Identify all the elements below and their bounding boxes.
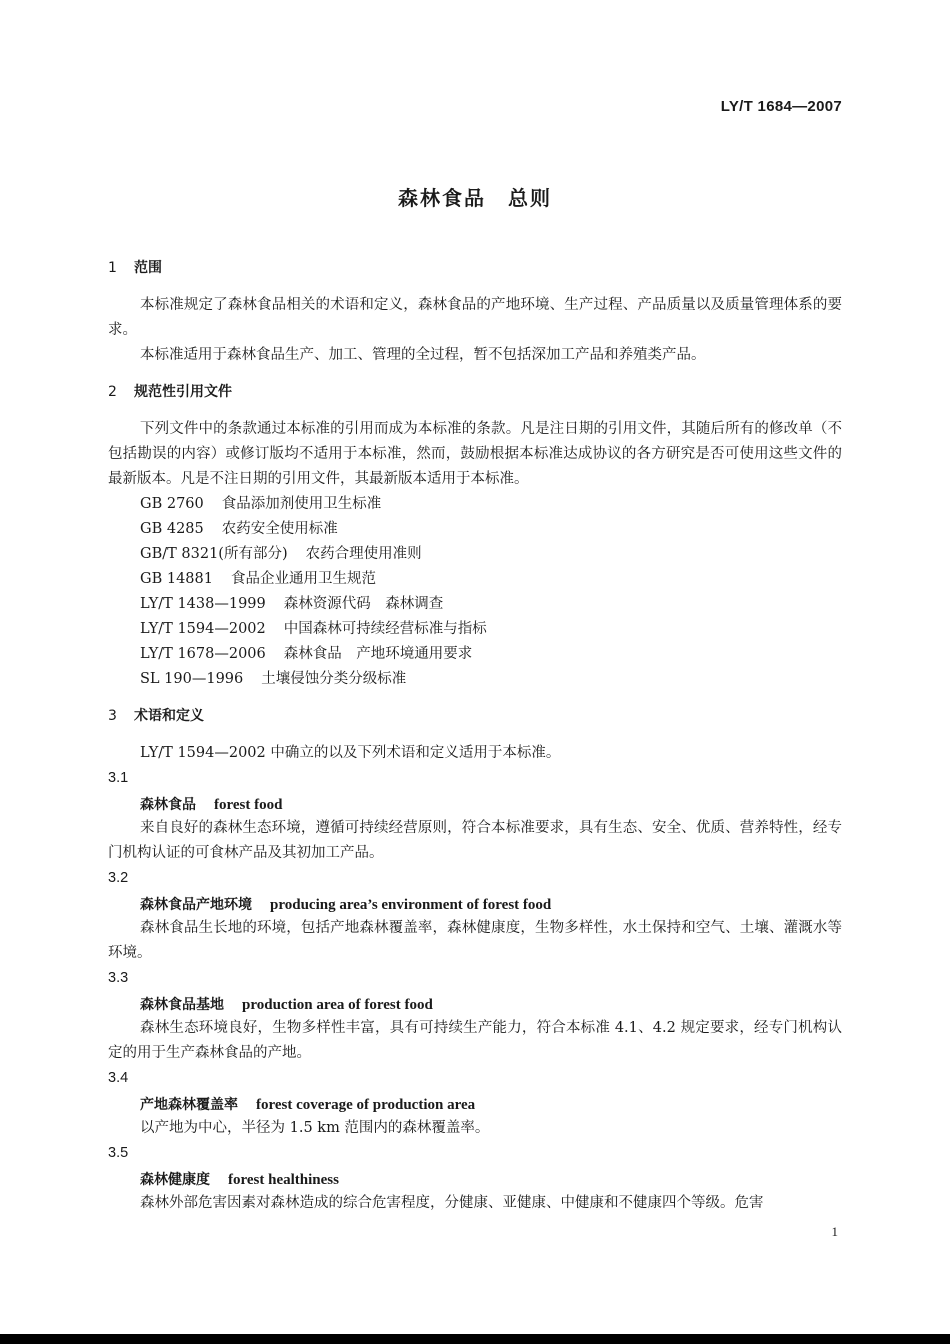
term-name-zh: 森林食品产地环境 (140, 897, 252, 913)
reference-name: 农药合理使用准则 (305, 546, 422, 562)
term-definition: 森林生态环境良好，生物多样性丰富，具有可持续生产能力，符合本标准 4.1、4.2 规定要求，经专门机构认定的用于生产森林食品的产地。 (108, 1020, 842, 1061)
reference-list (108, 492, 842, 692)
reference-name: 食品添加剂使用卫生标准 (221, 496, 382, 512)
reference-item (108, 492, 842, 517)
term-name-en: forest healthiness (228, 1172, 339, 1188)
reference-code: LY/T 1594—2002 (140, 621, 266, 637)
term-name-en: producing area’s environment of forest food (270, 897, 552, 913)
reference-name: 食品企业通用卫生规范 (230, 571, 376, 587)
term-heading (108, 1166, 842, 1191)
reference-name: 森林资源代码 森林调查 (283, 596, 444, 612)
term-number: 3.2 (108, 870, 129, 886)
reference-item (108, 617, 842, 642)
term-heading (108, 1091, 842, 1116)
section-title: 规范性引用文件 (134, 384, 232, 400)
term-name-zh: 森林食品 (140, 797, 196, 813)
reference-code: GB 4285 (140, 521, 204, 537)
reference-code: GB 14881 (140, 571, 213, 587)
reference-item (108, 642, 842, 667)
reference-code: LY/T 1438—1999 (140, 596, 266, 612)
section-2-paragraph-1: 下列文件中的条款通过本标准的引用而成为本标准的条款。凡是注日期的引用文件，其随后所有的修改单（不包括勘误的内容）或修订版均不适用于本标准，然而，鼓励根据本标准达成协议的各方研究是否可使用这些文件的最新版本。凡是不注日期的引用文件，其最新版本适用于本标准。 (108, 421, 842, 487)
term-name-zh: 森林健康度 (140, 1172, 210, 1188)
standard-number: LY/T 1684—2007 (720, 98, 842, 115)
term-heading (108, 991, 842, 1016)
section-title: 术语和定义 (134, 708, 204, 724)
section-3-heading (108, 704, 842, 729)
reference-item (108, 567, 842, 592)
term-number: 3.3 (108, 970, 129, 986)
section-number: 2 (108, 384, 117, 400)
reference-name: 农药安全使用标准 (221, 521, 338, 537)
reference-code: SL 190—1996 (140, 671, 244, 687)
term-3-4 (108, 1066, 842, 1141)
section-title: 范围 (134, 260, 162, 276)
section-number: 3 (108, 708, 117, 724)
section-2-heading (108, 380, 842, 405)
term-definition: 森林外部危害因素对森林造成的综合危害程度，分健康、亚健康、中健康和不健康四个等级。危害 (140, 1195, 764, 1211)
term-number: 3.5 (108, 1145, 129, 1161)
section-number: 1 (108, 260, 117, 276)
term-3-2 (108, 866, 842, 966)
term-number: 3.4 (108, 1070, 129, 1086)
term-name-zh: 森林食品基地 (140, 997, 224, 1013)
term-3-1 (108, 766, 842, 866)
reference-name: 土壤侵蚀分类分级标准 (261, 671, 407, 687)
term-3-3 (108, 966, 842, 1066)
term-heading (108, 791, 842, 816)
reference-name: 森林食品 产地环境通用要求 (283, 646, 473, 662)
document-title: 森林食品 总则 (398, 186, 552, 210)
page-bottom-border (0, 1334, 950, 1344)
term-name-en: forest food (214, 797, 283, 813)
term-3-5 (108, 1141, 842, 1216)
document-body (108, 256, 842, 1216)
reference-code: LY/T 1678—2006 (140, 646, 266, 662)
term-name-en: forest coverage of production area (256, 1097, 476, 1113)
term-heading (108, 891, 842, 916)
term-definition: 以产地为中心，半径为 1.5 km 范围内的森林覆盖率。 (140, 1120, 490, 1136)
reference-item (108, 592, 842, 617)
reference-name: 中国森林可持续经营标准与指标 (283, 621, 487, 637)
term-number: 3.1 (108, 770, 129, 786)
term-definition: 森林食品生长地的环境，包括产地森林覆盖率，森林健康度，生物多样性，水土保持和空气、土壤、灌溉水等环境。 (108, 920, 842, 961)
section-1-paragraph-2: 本标准适用于森林食品生产、加工、管理的全过程，暂不包括深加工产品和养殖类产品。 (140, 347, 706, 363)
reference-code: GB/T 8321(所有部分) (140, 546, 288, 562)
section-1-paragraph-1: 本标准规定了森林食品相关的术语和定义，森林食品的产地环境、生产过程、产品质量以及质量管理体系的要求。 (108, 297, 842, 338)
reference-item (108, 667, 842, 692)
section-3-intro: LY/T 1594—2002 中确立的以及下列术语和定义适用于本标准。 (140, 745, 561, 761)
reference-item (108, 542, 842, 567)
page-number: 1 (831, 1224, 838, 1239)
term-name-zh: 产地森林覆盖率 (140, 1097, 238, 1113)
reference-item (108, 517, 842, 542)
term-name-en: production area of forest food (242, 997, 433, 1013)
reference-code: GB 2760 (140, 496, 204, 512)
term-definition: 来自良好的森林生态环境，遵循可持续经营原则，符合本标准要求，具有生态、安全、优质、营养特性，经专门机构认证的可食林产品及其初加工产品。 (108, 820, 842, 861)
section-1-heading (108, 256, 842, 281)
